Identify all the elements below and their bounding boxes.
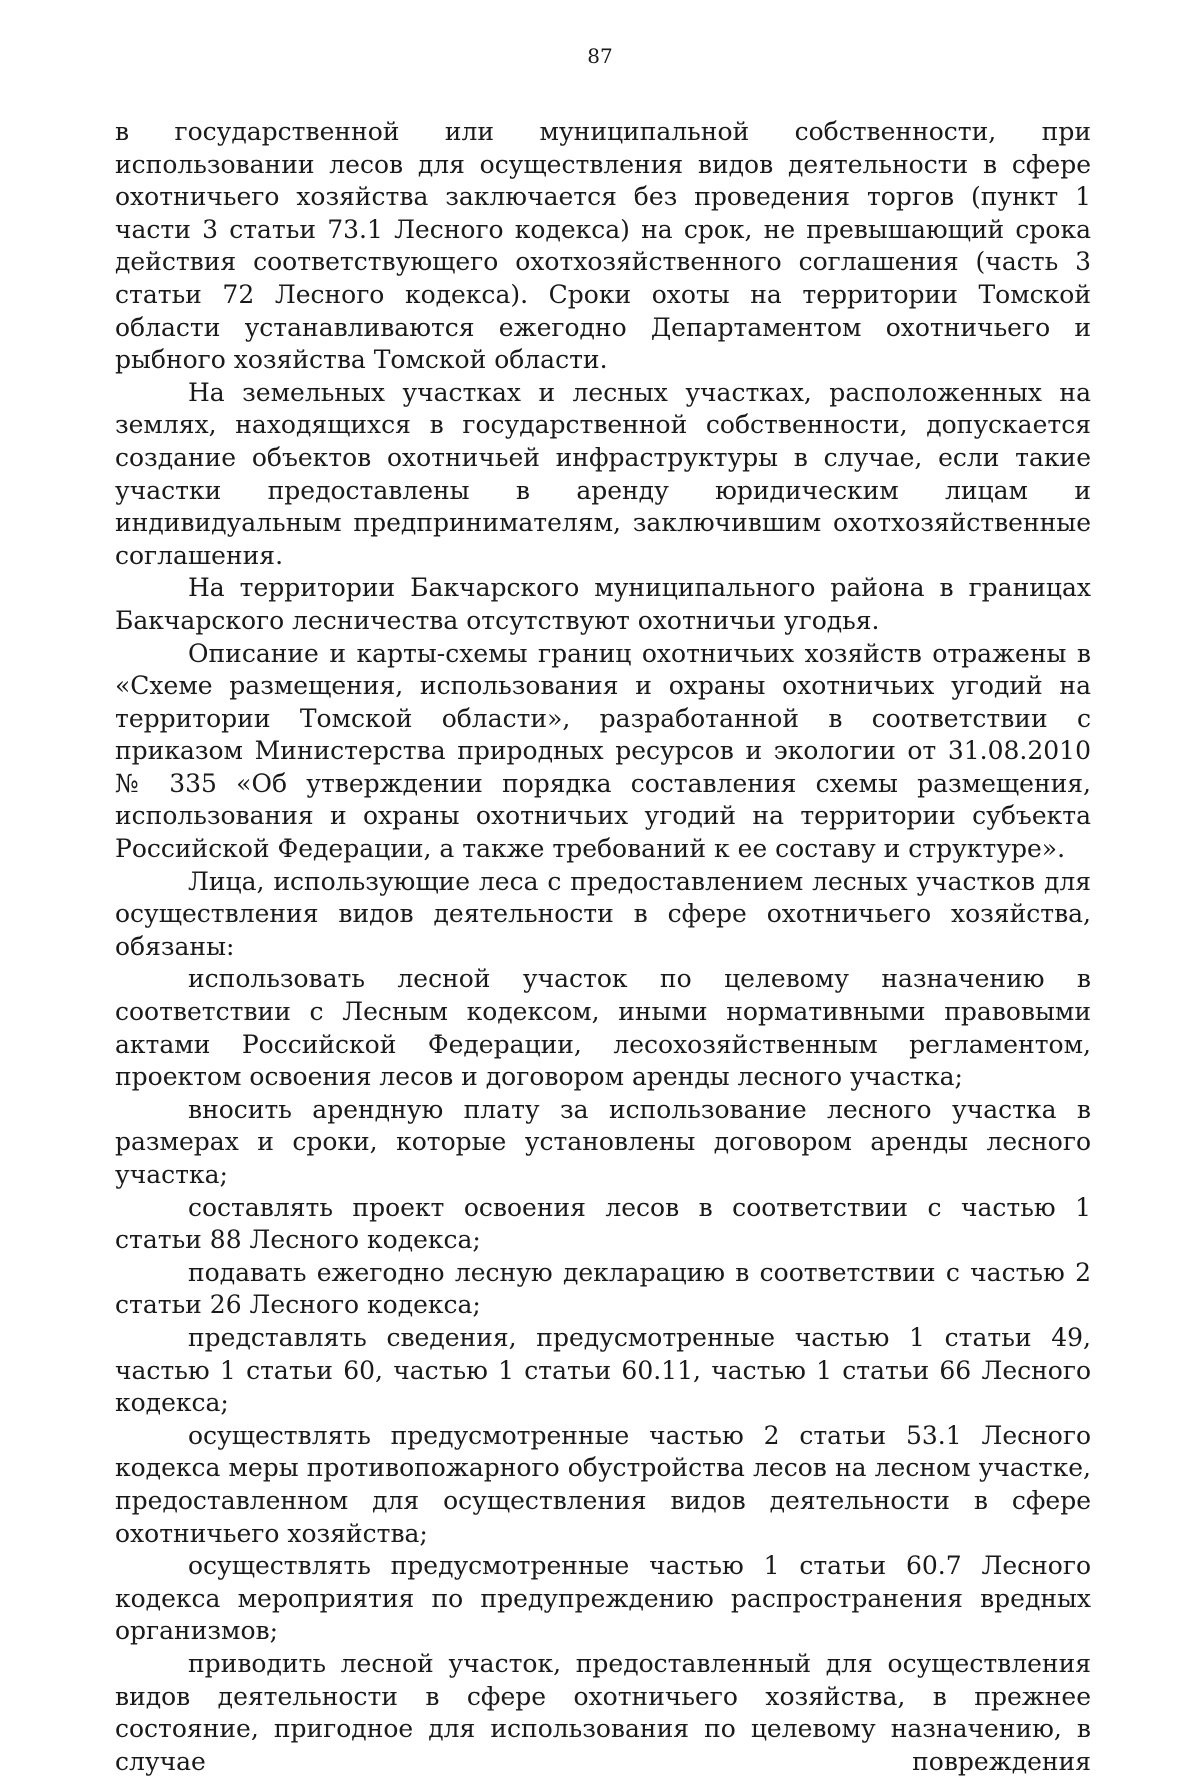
- paragraph-hunting-infrastructure: На земельных участках и лесных участках, расположенных на землях, находящихся в государственной собственности, допускается создание объектов охотничьей инфраструктуры в случае, если такие участки предоставлены в аренду юридическим лицам и индивидуальным предпринимателям, заключившим охотхозяйственные соглашения.: [115, 377, 1091, 570]
- paragraph-obligations-intro: Лица, использующие леса с предоставлением лесных участков для осуществления видов деятельности в сфере охотничьего хозяйства, обязаны:: [115, 866, 1091, 961]
- obligation-item: представлять сведения, предусмотренные частью 1 статьи 49, частью 1 статьи 60, частью 1 статьи 60.11, частью 1 статьи 66 Лесного кодекса;: [115, 1322, 1091, 1418]
- page-number: 87: [587, 44, 613, 68]
- obligation-item: осуществлять предусмотренные частью 2 статьи 53.1 Лесного кодекса меры противопожарного обустройства лесов на лесном участке, предоставленном для осуществления видов деятельности в сфере охотничьего хозяйства;: [115, 1420, 1091, 1548]
- obligation-item: составлять проект освоения лесов в соответствии с частью 1 статьи 88 Лесного кодекса;: [115, 1192, 1091, 1255]
- obligation-item: осуществлять предусмотренные частью 1 статьи 60.7 Лесного кодекса мероприятия по предупреждению распространения вредных организмов;: [115, 1551, 1091, 1646]
- obligation-item: вносить арендную плату за использование лесного участка в размерах и сроки, которые установлены договором аренды лесного участка;: [115, 1094, 1091, 1189]
- body-text: [115, 116, 1091, 1778]
- paragraph-bakchar-district: На территории Бакчарского муниципального района в границах Бакчарского лесничества отсутствуют охотничьи угодья.: [115, 573, 1091, 635]
- obligation-item: подавать ежегодно лесную декларацию в соответствии с частью 2 статьи 26 Лесного кодекса;: [115, 1257, 1091, 1320]
- paragraph-hunting-scheme: Описание и карты-схемы границ охотничьих хозяйств отражены в «Схеме размещения, использования и охраны охотничьих угодий на территории Томской области», разработанной в соответствии с приказом Министерства природных ресурсов и экологии от 31.08.2010 № 335 «Об утверждении порядка составления схемы размещения, использования и охраны охотничьих угодий на территории субъекта Российской Федерации, а также требований к ее составу и структуре».: [115, 638, 1091, 864]
- obligation-item: приводить лесной участок, предоставленный для осуществления видов деятельности в сфере охотничьего хозяйства, в прежнее состояние, пригодное для использования по целевому назначению, в случае повреждения: [115, 1648, 1091, 1776]
- obligation-item: использовать лесной участок по целевому назначению в соответствии с Лесным кодексом, иными нормативными правовыми актами Российской Федерации, лесохозяйственным регламентом, проектом освоения лесов и договором аренды лесного участка;: [115, 964, 1091, 1092]
- paragraph-continuation: в государственной или муниципальной собственности, при использовании лесов для осуществления видов деятельности в сфере охотничьего хозяйства заключается без проведения торгов (пункт 1 части 3 статьи 73.1 Лесного кодекса) на срок, не превышающий срока действия соответствующего охотхозяйственного соглашения (часть 3 статьи 72 Лесного кодекса). Сроки охоты на территории Томской области устанавливаются ежегодно Департаментом охотничьего и рыбного хозяйства Томской области.: [115, 117, 1091, 375]
